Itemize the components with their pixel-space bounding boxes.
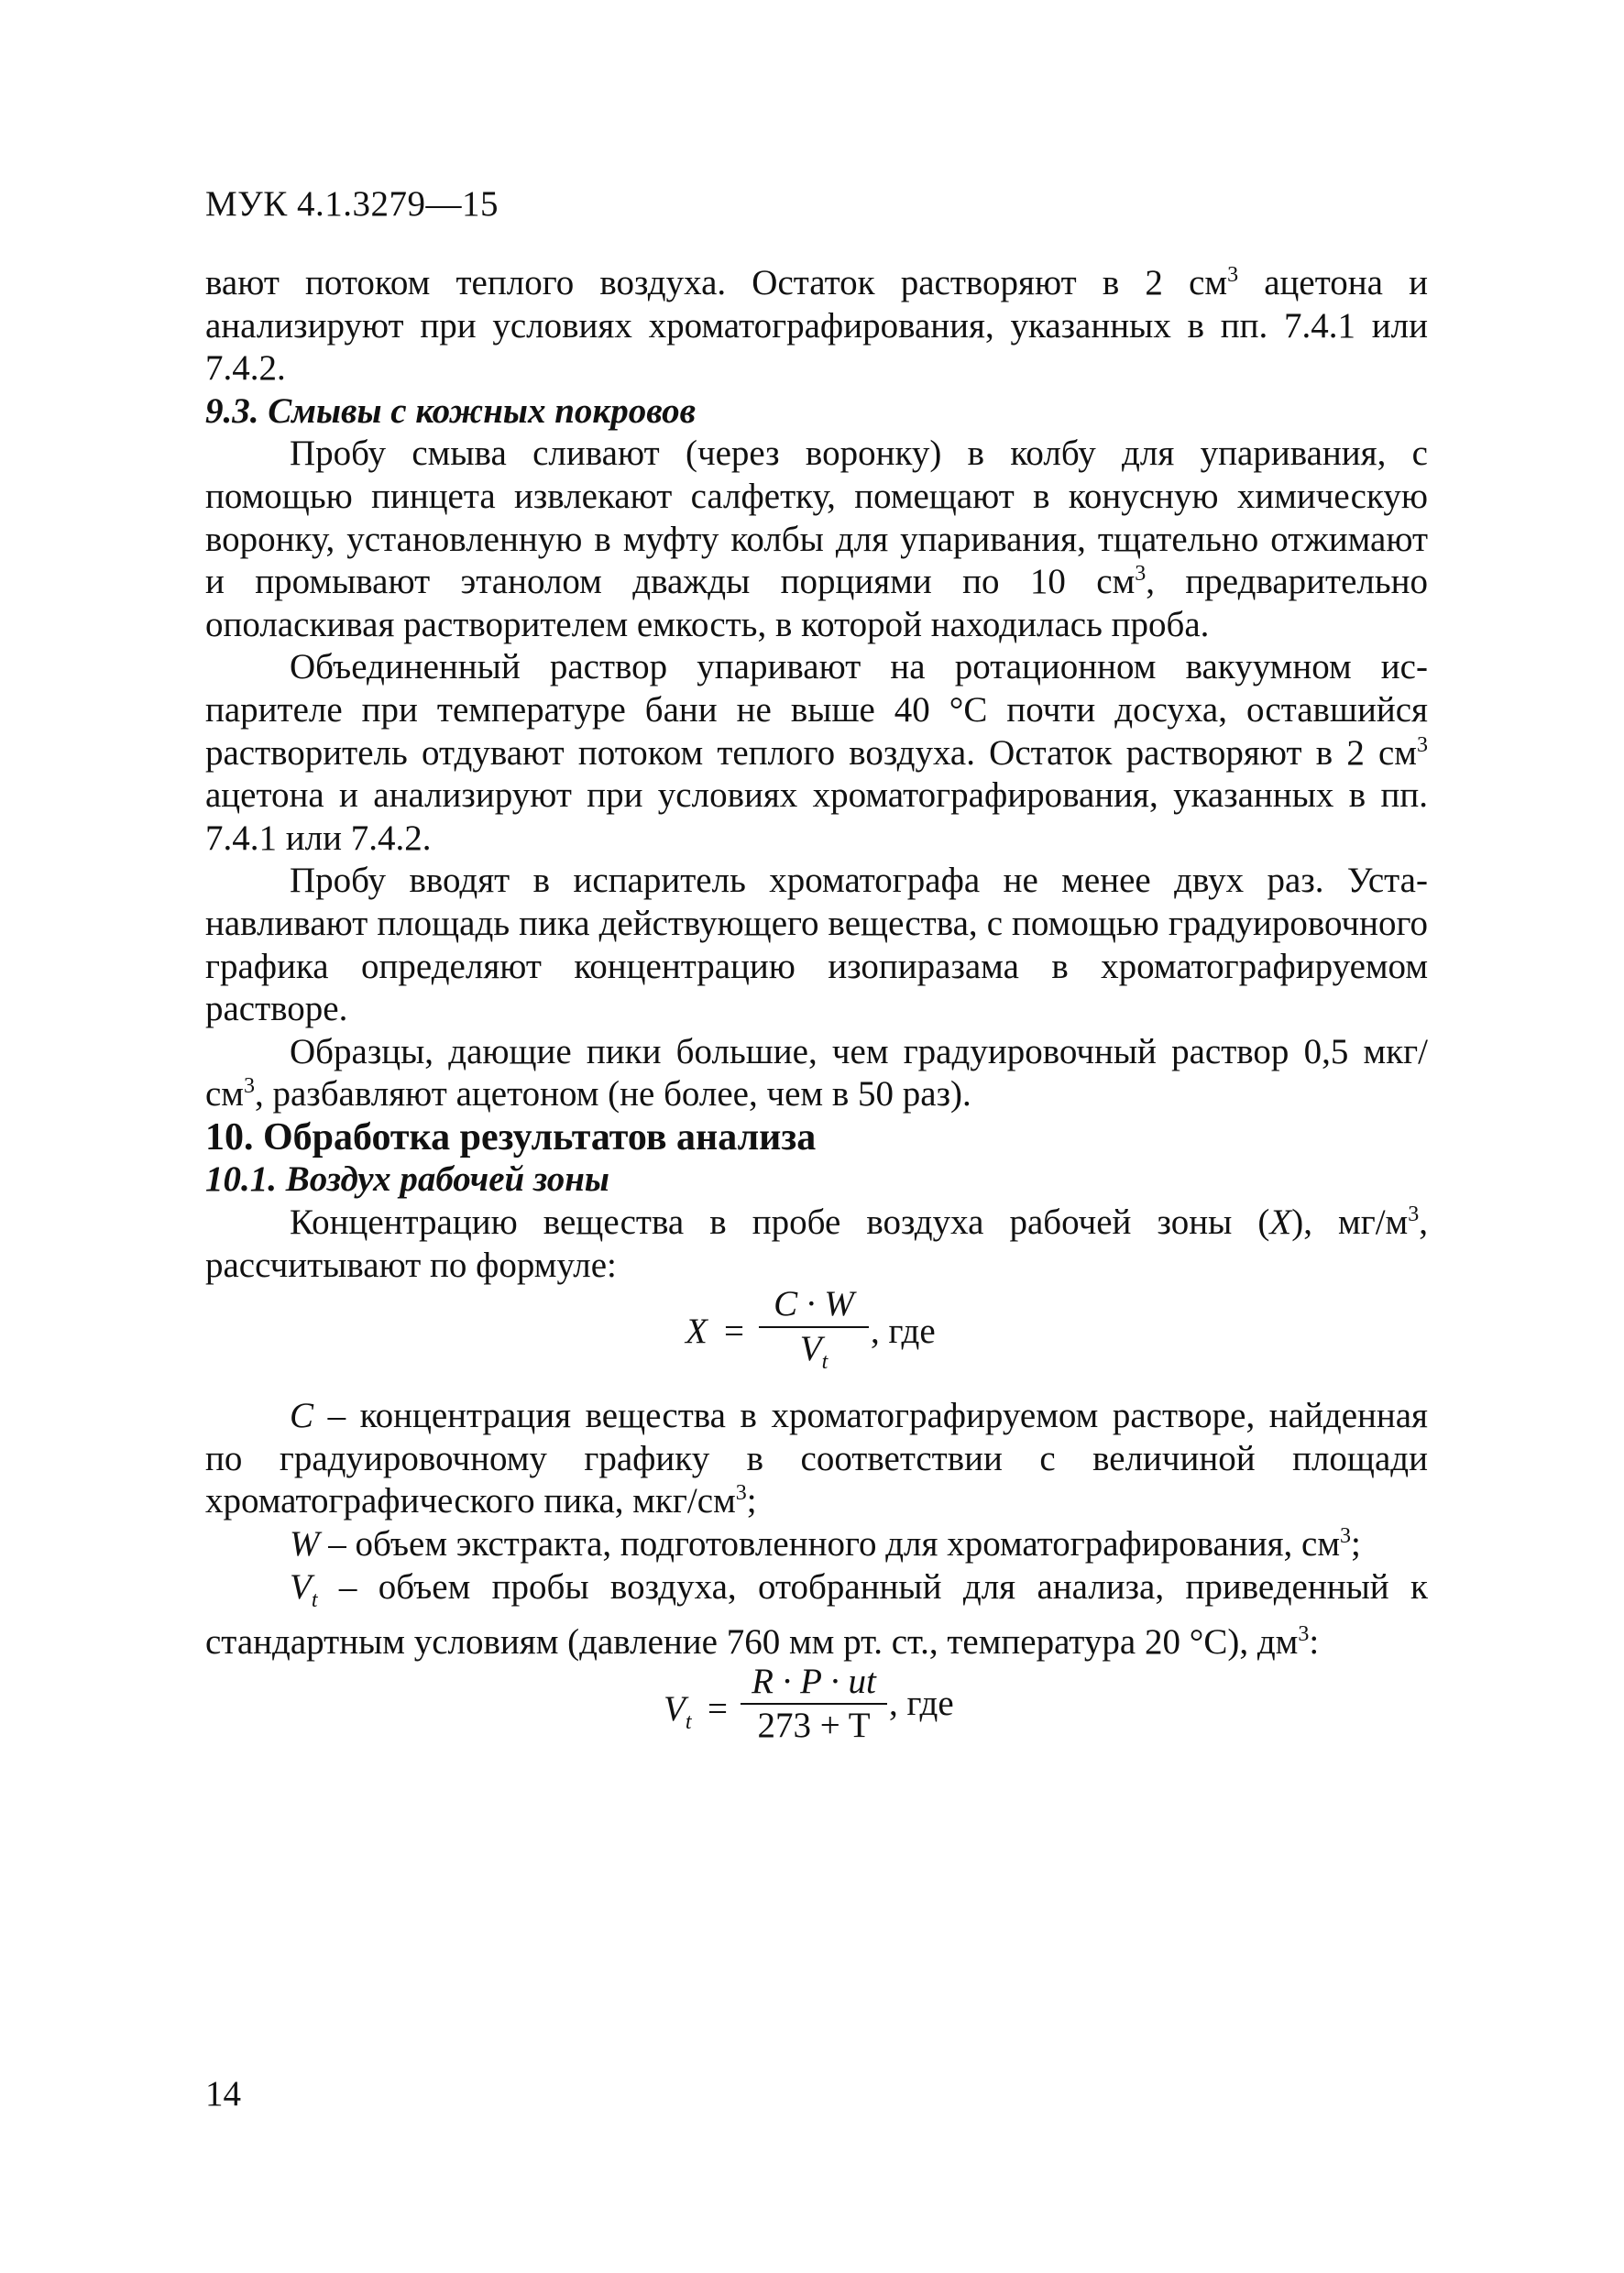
formula-equals: = xyxy=(708,1688,728,1729)
subsection-heading-10-1: 10.1. Воздух рабочей зоны xyxy=(205,1159,609,1200)
definition-c: C – концентрация вещества в хроматографируемом растворе, найденная по градуировочному графику в соответствии с величиной площади хроматографического пика, мкг/$см^3$; xyxy=(205,1396,1428,1521)
paragraph-continuation: вают потоком теплого воздуха. Остаток растворяют в 2 $см^3$ ацетона и анализируют при условиях хроматографирования, указанных в пп. 7.4.1 или 7.4.2. xyxy=(205,263,1428,389)
formula-where: , где xyxy=(871,1312,936,1352)
formula-lhs-vt: $V_t$ xyxy=(664,1688,692,1734)
paragraph-dilution: Образцы, дающие пики большие, чем градуировочный раствор 0,5 мкг/$см^3$, разбавляют ацетоном (не более, чем в 50 раз). xyxy=(205,1031,1428,1115)
formula-fraction xyxy=(759,1283,869,1383)
formula-numerator: C · W xyxy=(774,1284,854,1324)
formula-concentration xyxy=(205,1284,1428,1395)
paragraph-swab-procedure: Пробу смыва сливают (через воронку) в колбу для упаривания, с помощью пинцета извлекают салфетку, помещают в конусную химическую воронку, установленную в муфту колбы для упаривания, тщательно отжимают и промывают этанолом дважды порциями по 10 $см^3$, предварительно ополаскивая растворителем емкость, в которой находилась проба. xyxy=(205,434,1428,644)
formula-equals: = xyxy=(724,1312,744,1352)
formula-denominator: $V_t$ xyxy=(799,1328,828,1374)
document-body xyxy=(205,262,1428,1773)
paragraph-evaporation: Объединенный раствор упаривают на ротационном вакуумном испарителе при температуре бани не выше 40 °С почти досуха, оставшийся растворитель отдувают потоком теплого воздуха. Остаток растворяют в 2 $см^3$ ацетона и анализируют при условиях хроматографирования, указанных в пп. 7.4.1 или 7.4.2. xyxy=(205,647,1428,858)
definition-w: W – объем экстракта, подготовленного для хроматографирования, $см^3$; xyxy=(290,1524,1361,1565)
paragraph-injection: Пробу вводят в испаритель хроматографа не менее двух раз. Устанавливают площадь пика действующего вещества, с помощью градуировочного графика определяют концентрацию изопиразама в хроматографируемом растворе. xyxy=(205,861,1428,1029)
document-code-header: МУК 4.1.3279—15 xyxy=(205,184,499,224)
formula-denominator: 273 + T xyxy=(757,1706,871,1746)
formula-numerator: R · P · ut xyxy=(752,1661,876,1701)
formula-lhs-x: X xyxy=(686,1312,708,1352)
page-number: 14 xyxy=(205,2074,241,2114)
formula-where: , где xyxy=(889,1683,954,1723)
paragraph-concentration-intro: Концентрацию вещества в пробе воздуха рабочей зоны (X), $мг/м^3$, рассчитывают по формуле: xyxy=(205,1202,1428,1285)
section-heading-10: 10. Обработка результатов анализа xyxy=(205,1115,817,1158)
definition-vt: $V_t$ – объем пробы воздуха, отобранный для анализа, приведенный к стандартным условиям (давление 760 мм рт. ст., температура 20 °С), $дм^3$: xyxy=(205,1566,1428,1663)
formula-fraction xyxy=(741,1661,887,1748)
formula-volume xyxy=(205,1661,1428,1773)
subsection-heading-9-3: 9.3. Смывы с кожных покровов xyxy=(205,390,697,431)
